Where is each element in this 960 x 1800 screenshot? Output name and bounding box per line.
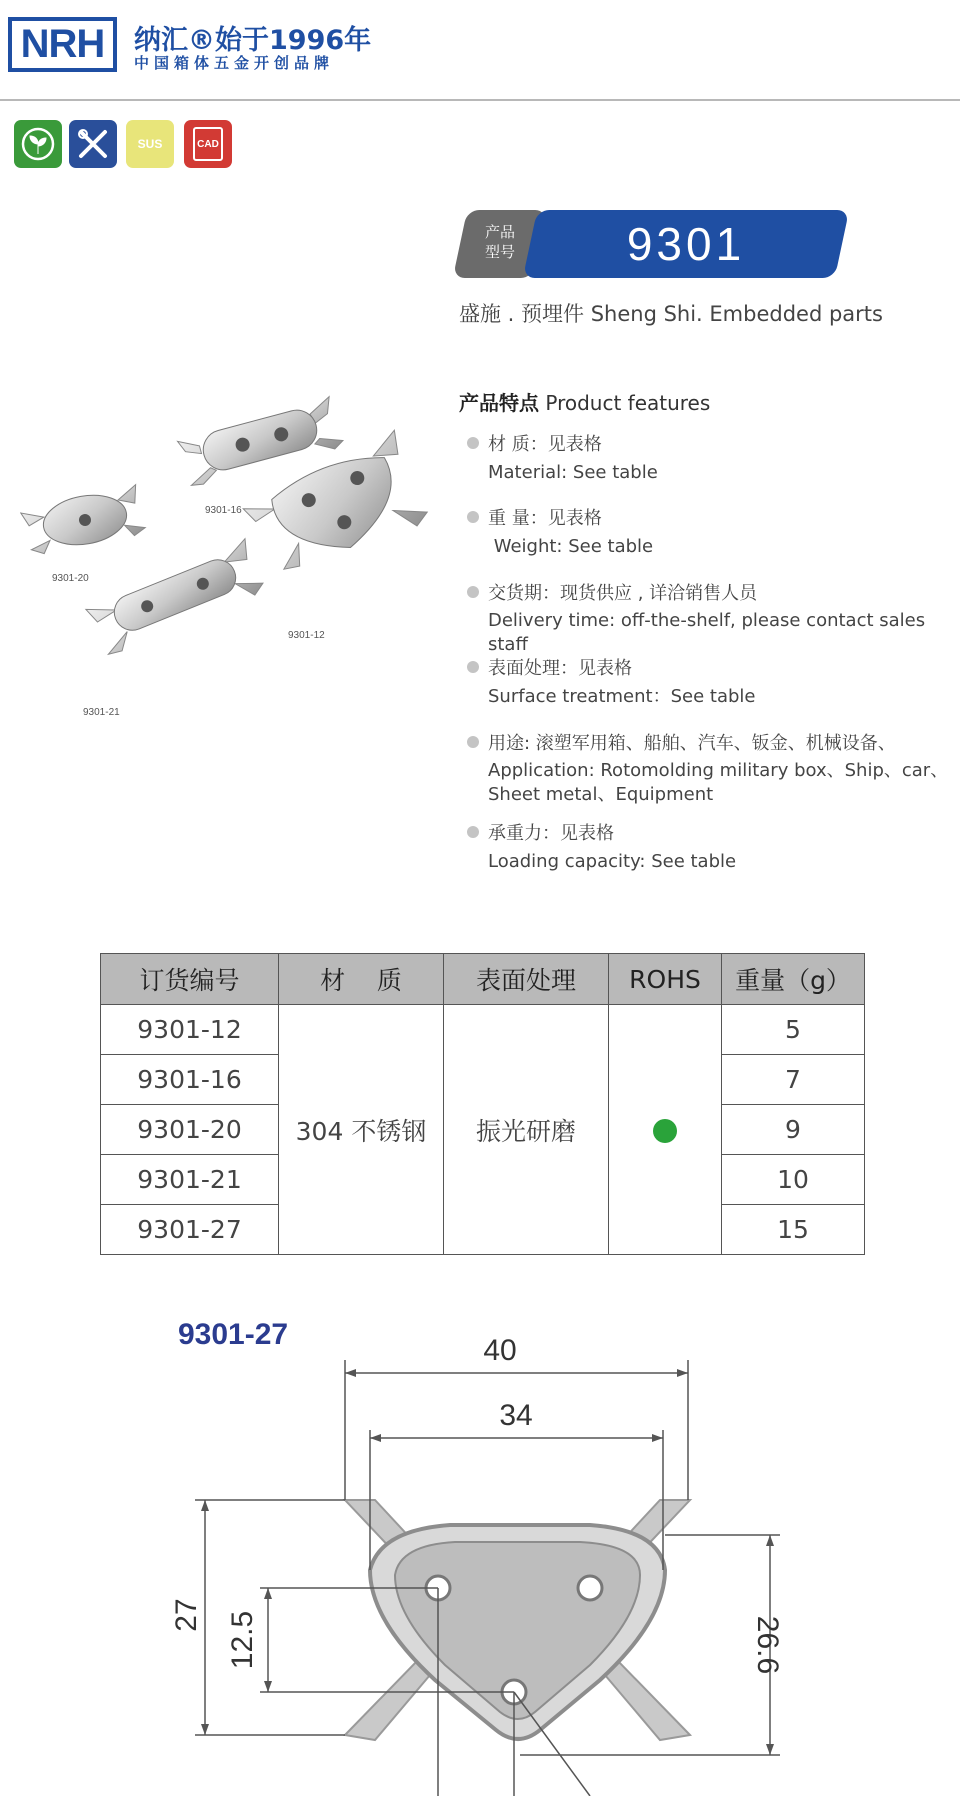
drawing-9301-27 xyxy=(0,1330,960,1796)
technical-drawing xyxy=(0,1330,960,1796)
feature-surface-cn: 表面处理：见表格 xyxy=(488,658,632,679)
photo-label-9301-21: 9301-21 xyxy=(83,707,120,718)
feature-bullet xyxy=(467,437,479,449)
product-name: 盛施 . 预埋件 Sheng Shi. Embedded parts xyxy=(459,302,883,326)
leaf-icon xyxy=(18,124,58,164)
model-number: 9301 xyxy=(626,218,746,270)
header-material: 材 质 xyxy=(279,954,444,1005)
dim-27: 27 xyxy=(170,1598,203,1632)
table-header-row xyxy=(101,954,865,1005)
part-9301-21 xyxy=(84,539,267,658)
row-weight: 15 xyxy=(722,1205,865,1255)
feature-material-cn: 材 质：见表格 xyxy=(488,434,602,455)
model-tag-line2: 型号 xyxy=(484,243,515,261)
feature-application-cn: 用途: 滚塑军用箱、船舶、汽车、钣金、机械设备、 xyxy=(488,733,896,754)
header-weight: 重量（g） xyxy=(722,954,865,1005)
brand-subtitle: 中国箱体五金开创品牌 xyxy=(134,54,335,72)
dim-40: 40 xyxy=(483,1334,517,1367)
cad-label: CAD xyxy=(193,127,223,161)
feature-application-en: Application: Rotomolding military box、Ship、car、Sheet metal、Equipment xyxy=(488,760,949,805)
header-surface: 表面处理 xyxy=(444,954,609,1005)
photo-label-9301-16: 9301-16 xyxy=(205,505,242,516)
row-code: 9301-27 xyxy=(101,1205,279,1255)
feature-weight-cn: 重 量：见表格 xyxy=(488,508,602,529)
header-rohs: ROHS xyxy=(609,954,722,1005)
product-photos xyxy=(20,380,440,730)
product-photo-illustration xyxy=(20,380,440,730)
table-row xyxy=(101,1005,865,1055)
feature-loading-cn: 承重力：见表格 xyxy=(488,823,614,844)
eco-icon xyxy=(14,120,62,168)
row-weight: 7 xyxy=(722,1055,865,1105)
part-outline xyxy=(345,1500,690,1740)
feature-bullet xyxy=(467,661,479,673)
rohs-cell xyxy=(609,1005,722,1255)
brand-title: 纳汇®始于1996年 xyxy=(134,25,372,56)
row-weight: 5 xyxy=(722,1005,865,1055)
feature-bullet xyxy=(467,511,479,523)
header-order-code: 订货编号 xyxy=(101,954,279,1005)
spec-table xyxy=(100,953,865,1255)
rohs-compliant-dot xyxy=(653,1119,677,1143)
model-tag-label xyxy=(470,222,530,262)
row-code: 9301-12 xyxy=(101,1005,279,1055)
feature-bullet xyxy=(467,736,479,748)
feature-loading-en: Loading capacity: See table xyxy=(488,851,737,872)
dim-34: 34 xyxy=(499,1399,533,1432)
feature-delivery-cn: 交货期：现货供应 , 详洽销售人员 xyxy=(488,583,758,604)
drawing-title: 9301-27 xyxy=(178,1318,289,1351)
feature-bullet xyxy=(467,586,479,598)
feature-delivery-en: Delivery time: off-the-shelf, please contact sales staff xyxy=(488,610,926,655)
cad-badge xyxy=(184,120,232,168)
features-title xyxy=(459,387,710,416)
row-weight: 10 xyxy=(722,1155,865,1205)
feature-material-en: Material: See table xyxy=(488,462,658,483)
wrench-icon xyxy=(73,124,113,164)
features-title-cn: 产品特点 xyxy=(459,391,539,415)
model-tag-line1: 产品 xyxy=(484,223,515,241)
surface-cell: 振光研磨 xyxy=(444,1005,609,1255)
feature-surface-en: Surface treatment：See table xyxy=(488,686,756,707)
features-title-en: Product features xyxy=(545,391,711,415)
part-9301-20 xyxy=(20,484,147,556)
dim-12-5: 12.5 xyxy=(226,1610,259,1670)
material-cell: 304 不锈钢 xyxy=(279,1005,444,1255)
feature-weight-en: Weight: See table xyxy=(488,536,654,557)
row-code: 9301-20 xyxy=(101,1105,279,1155)
photo-label-9301-20: 9301-20 xyxy=(52,573,89,584)
dim-26-6: 26.6 xyxy=(751,1615,784,1675)
row-code: 9301-16 xyxy=(101,1055,279,1105)
header-divider xyxy=(0,99,960,101)
feature-bullet xyxy=(467,826,479,838)
photo-label-9301-12: 9301-12 xyxy=(288,630,325,641)
tools-icon xyxy=(69,120,117,168)
sus-badge: SUS xyxy=(126,120,174,168)
row-weight: 9 xyxy=(722,1105,865,1155)
nrh-logo: NRH xyxy=(8,17,117,72)
row-code: 9301-21 xyxy=(101,1155,279,1205)
